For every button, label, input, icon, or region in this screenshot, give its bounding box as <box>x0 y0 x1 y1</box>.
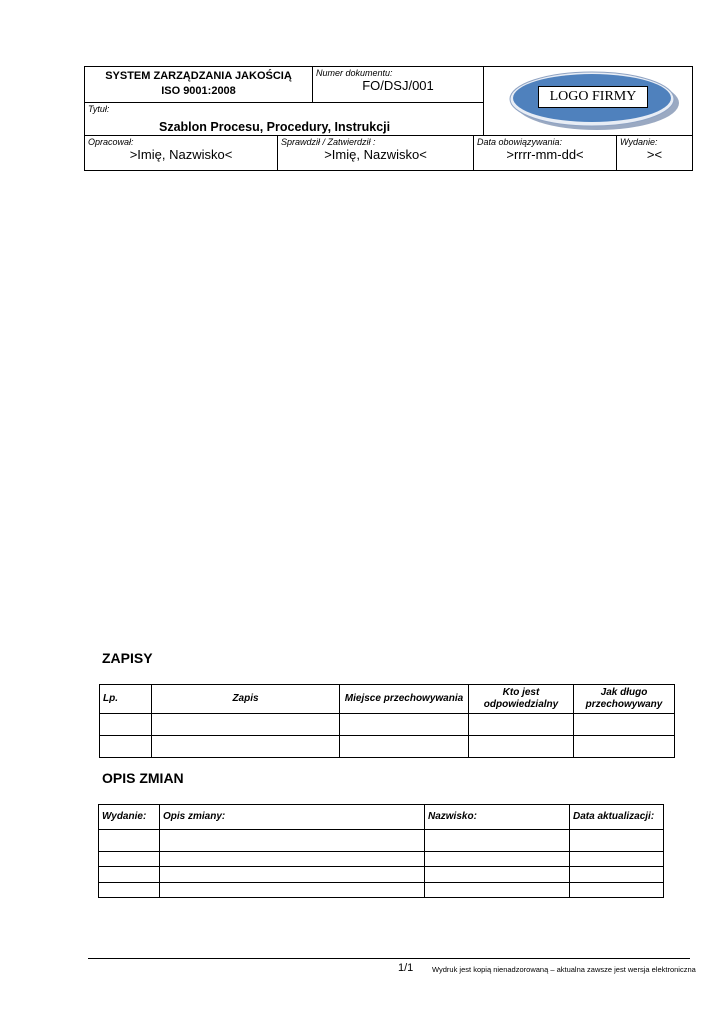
date-value: >rrrr-mm-dd< <box>506 147 584 162</box>
table-row <box>99 830 664 852</box>
records-header-row <box>100 685 675 714</box>
changes-col-date: Data aktualizacji: <box>570 805 664 830</box>
table-cell[interactable] <box>152 714 340 736</box>
changes-table <box>98 804 664 898</box>
page-number: 1/1 <box>398 962 414 974</box>
changes-col-name: Nazwisko: <box>425 805 570 830</box>
approved-value: >Imię, Nazwisko< <box>324 147 427 162</box>
doc-number-label: Numer dokumentu: <box>316 68 393 78</box>
logo-text: LOGO FIRMY <box>549 89 637 104</box>
system-name: SYSTEM ZARZĄDZANIA JAKOŚCIĄ <box>105 70 292 82</box>
approved-label: Sprawdził / Zatwierdził : <box>281 137 376 147</box>
table-cell[interactable] <box>574 736 675 758</box>
table-row <box>100 736 675 758</box>
records-table <box>99 684 675 758</box>
table-cell[interactable] <box>100 714 152 736</box>
table-cell[interactable] <box>570 830 664 852</box>
table-cell[interactable] <box>340 714 469 736</box>
table-cell[interactable] <box>160 830 425 852</box>
company-logo <box>508 70 680 132</box>
doc-number-cell <box>313 67 484 103</box>
title-cell <box>85 103 484 136</box>
document-title: Szablon Procesu, Procedury, Instrukcji <box>159 120 391 134</box>
table-row <box>99 852 664 867</box>
table-cell[interactable] <box>152 736 340 758</box>
table-row <box>99 867 664 883</box>
header-meta-table <box>84 135 693 171</box>
doc-number: FO/DSJ/001 <box>362 78 434 93</box>
records-col-duration: Jak długo przechowywany <box>574 685 675 714</box>
changes-col-description: Opis zmiany: <box>160 805 425 830</box>
edition-cell <box>617 136 693 171</box>
footer-note: Wydruk jest kopią nienadzorowaną – aktualna zawsze jest wersja elektroniczna <box>432 965 696 974</box>
table-cell[interactable] <box>340 736 469 758</box>
footer-divider <box>88 958 690 959</box>
table-cell[interactable] <box>574 714 675 736</box>
approved-cell <box>278 136 474 171</box>
table-cell[interactable] <box>99 830 160 852</box>
title-label: Tytuł: <box>88 104 110 114</box>
table-cell[interactable] <box>570 867 664 883</box>
table-cell[interactable] <box>570 883 664 898</box>
prepared-label: Opracował: <box>88 137 134 147</box>
table-cell[interactable] <box>469 714 574 736</box>
changes-col-edition: Wydanie: <box>99 805 160 830</box>
table-cell[interactable] <box>425 883 570 898</box>
edition-label: Wydanie: <box>620 137 658 147</box>
table-cell[interactable] <box>425 867 570 883</box>
table-cell[interactable] <box>99 883 160 898</box>
records-col-zapis: Zapis <box>152 685 340 714</box>
records-col-lp: Lp. <box>100 685 152 714</box>
table-cell[interactable] <box>469 736 574 758</box>
table-cell[interactable] <box>160 883 425 898</box>
records-col-place: Miejsce przechowywania <box>340 685 469 714</box>
table-cell[interactable] <box>100 736 152 758</box>
table-cell[interactable] <box>570 852 664 867</box>
date-cell <box>474 136 617 171</box>
prepared-cell <box>85 136 278 171</box>
table-cell[interactable] <box>160 852 425 867</box>
changes-heading: OPIS ZMIAN <box>102 770 184 786</box>
table-row <box>99 883 664 898</box>
changes-header-row <box>99 805 664 830</box>
records-col-responsible: Kto jest odpowiedzialny <box>469 685 574 714</box>
prepared-value: >Imię, Nazwisko< <box>129 147 233 162</box>
table-cell[interactable] <box>99 867 160 883</box>
table-row <box>100 714 675 736</box>
system-cell <box>85 67 313 103</box>
table-cell[interactable] <box>425 852 570 867</box>
table-cell[interactable] <box>425 830 570 852</box>
records-heading: ZAPISY <box>102 650 153 666</box>
system-standard: ISO 9001:2008 <box>161 85 236 97</box>
table-cell[interactable] <box>160 867 425 883</box>
edition-value: >< <box>646 147 663 162</box>
table-cell[interactable] <box>99 852 160 867</box>
logo-label-box <box>538 86 648 108</box>
date-label: Data obowiązywania: <box>477 137 563 147</box>
